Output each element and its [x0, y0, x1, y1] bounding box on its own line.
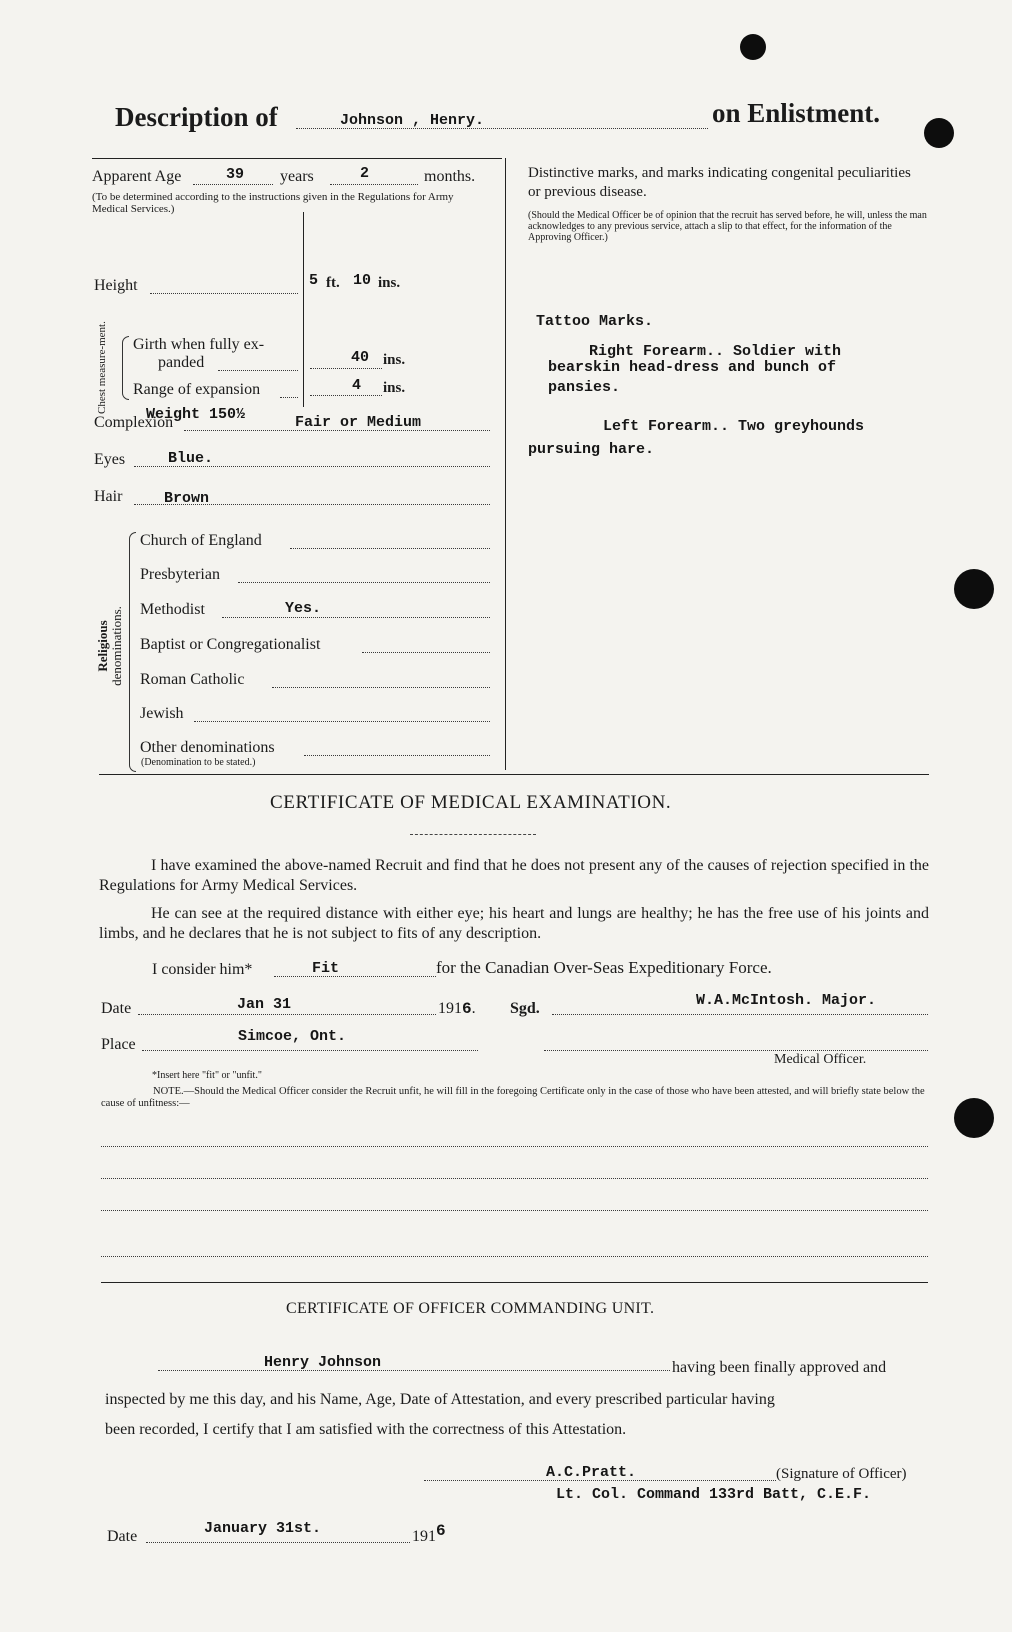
hair-value: Brown [164, 490, 210, 507]
range-label: Range of expansion [133, 381, 261, 398]
religion-label-methodist: Methodist [140, 601, 205, 618]
height-label: Height [94, 277, 138, 294]
religion-line [272, 687, 490, 688]
religion-label-roman-catholic: Roman Catholic [140, 671, 245, 688]
medical-para-1: I have examined the above-named Recruit and find that he does not present any of the causes of rejection specified in the Regulations for Army Medical Services. [99, 857, 929, 894]
value-divider [303, 212, 304, 407]
religion-side-label-1: Religious [95, 620, 110, 672]
range-value-line [310, 395, 382, 396]
commanding-text-3: been recorded, I certify that I am satisfied with the correctness of this Attestation. [105, 1421, 627, 1438]
complexion-value: Fair or Medium [295, 414, 422, 431]
years-label: years [280, 168, 314, 185]
co-year-digit: 6 [436, 1522, 446, 1540]
unfit-cause-line-1 [101, 1146, 928, 1147]
age-years-line [193, 184, 273, 185]
religion-line [304, 755, 490, 756]
top-rule [92, 158, 502, 159]
recruit-name: Johnson , Henry. [340, 112, 485, 129]
religion-label-church-of-england: Church of England [140, 532, 262, 549]
medical-date-value: Jan 31 [237, 996, 292, 1013]
girth-value-line [310, 368, 382, 369]
medical-officer-label: Medical Officer. [774, 1052, 867, 1067]
religion-line [362, 652, 490, 653]
punch-hole [954, 569, 994, 609]
unfit-cause-line-4 [101, 1256, 928, 1257]
tattoo-line-4: pansies. [548, 379, 621, 396]
unfit-cause-line-3 [101, 1210, 928, 1211]
insert-note: *Insert here "fit" or "unfit." [152, 1070, 262, 1081]
religion-label-other: Other denominations [140, 739, 275, 756]
co-rank: Lt. Col. Command 133rd Batt, C.E.F. [556, 1486, 872, 1503]
title-rule [410, 834, 536, 835]
medical-para-2: He can see at the required distance with either eye; his heart and lungs are healthy; he has the free use of his joints and limbs, and he declares that he is not subject to fits of any description. [99, 905, 929, 942]
religion-line [194, 721, 490, 722]
girth-line [218, 370, 298, 371]
signed-label: Sgd. [510, 1000, 540, 1017]
recruit-name-line [158, 1370, 670, 1371]
hair-label: Hair [94, 488, 123, 505]
medical-date-line [138, 1014, 436, 1015]
officer-line [544, 1050, 928, 1051]
range-value: 4 [352, 377, 362, 394]
co-signature: A.C.Pratt. [546, 1464, 637, 1481]
age-months-line [330, 184, 418, 185]
weight-entry: Weight 150½ [146, 406, 246, 423]
commanding-recruit-name: Henry Johnson [264, 1354, 382, 1371]
months-label: months. [424, 168, 476, 185]
medical-officer-signature: W.A.McIntosh. Major. [696, 992, 877, 1009]
religion-label-presbyterian: Presbyterian [140, 566, 220, 583]
eyes-value: Blue. [168, 450, 214, 467]
girth-unit: ins. [383, 352, 406, 368]
girth-value: 40 [351, 349, 370, 366]
height-ins-label: ins. [378, 275, 401, 291]
religion-line [290, 548, 490, 549]
medical-cert-title: CERTIFICATE OF MEDICAL EXAMINATION. [270, 792, 672, 813]
unfit-note: NOTE.—Should the Medical Officer consider the Recruit unfit, he will fill in the foregoing Certificate only in the case of those who have been attested, and will briefly state below the cause of unfitness:— [101, 1086, 925, 1109]
age-months-value: 2 [360, 165, 370, 182]
bottom-rule [99, 774, 929, 775]
co-signature-label: (Signature of Officer) [776, 1466, 907, 1482]
co-year-prefix: 191 [412, 1528, 436, 1545]
age-years-value: 39 [226, 166, 245, 183]
religion-label-jewish: Jewish [140, 705, 184, 722]
height-ft-label: ft. [326, 275, 340, 291]
punch-hole [924, 118, 954, 148]
tattoo-line-1: Tattoo Marks. [536, 313, 654, 330]
height-line [150, 293, 298, 294]
tattoo-line-6: pursuing hare. [528, 441, 655, 458]
co-date-line [146, 1542, 410, 1543]
marks-heading: Distinctive marks, and marks indicating congenital peculiarities or previous disease. [528, 165, 911, 200]
punch-hole [954, 1098, 994, 1138]
range-unit: ins. [383, 380, 406, 396]
commanding-text-2: inspected by me this day, and his Name, Age, Date of Attestation, and every prescribed particular having [105, 1391, 775, 1408]
religion-side-label-2: denominations. [109, 606, 124, 686]
consider-line [274, 976, 436, 977]
religion-bracket [129, 532, 136, 772]
religion-line [238, 582, 490, 583]
marks-note: (Should the Medical Officer be of opinion that the recruit has served before, he will, unless the man acknowledges to any previous service, attach a slip to that effect, for the information of the Approving Officer.) [528, 210, 927, 243]
tattoo-line-5: Left Forearm.. Two greyhounds [603, 418, 865, 435]
girth-label-1: Girth when fully ex- [133, 336, 265, 353]
place-value: Simcoe, Ont. [238, 1028, 347, 1045]
girth-label-2: panded [158, 354, 205, 371]
signature-line [552, 1014, 928, 1015]
place-line [142, 1050, 478, 1051]
medical-year [438, 1000, 476, 1018]
other-denomination-note: (Denomination to be stated.) [141, 757, 256, 768]
tattoo-line-2: Right Forearm.. Soldier with [589, 343, 842, 360]
punch-hole [740, 34, 766, 60]
place-label: Place [101, 1036, 136, 1053]
height-feet: 5 [309, 272, 319, 289]
religion-label-baptist: Baptist or Congregationalist [140, 636, 321, 653]
medical-year-prefix: 191 [438, 1000, 462, 1017]
co-date-label: Date [107, 1528, 138, 1545]
religion-line [222, 617, 490, 618]
eyes-label: Eyes [94, 451, 126, 468]
medical-year-end: . [471, 1000, 476, 1017]
tattoo-line-3: bearskin head-dress and bunch of [548, 359, 837, 376]
religion-value-methodist: Yes. [285, 600, 322, 617]
range-line [280, 397, 298, 398]
section-rule [101, 1282, 928, 1283]
age-note: (To be determined according to the instructions given in the Regulations for Army Medical Services.) [92, 191, 454, 215]
form-title-prefix: Description of [115, 102, 278, 132]
medical-year-digit: 6 [462, 1000, 472, 1018]
co-date-value: January 31st. [204, 1520, 322, 1537]
fitness-value: Fit [312, 960, 340, 977]
medical-date-label: Date [101, 1000, 132, 1017]
column-divider [505, 158, 506, 770]
consider-prefix: I consider him* [152, 961, 253, 978]
religion-side-label [96, 576, 124, 716]
chest-bracket [122, 336, 129, 400]
unfit-cause-line-2 [101, 1178, 928, 1179]
commanding-cert-title: CERTIFICATE OF OFFICER COMMANDING UNIT. [286, 1300, 655, 1317]
form-title-suffix: on Enlistment. [712, 98, 881, 128]
chest-side-label: Chest measure-ment. [96, 321, 108, 414]
commanding-text-1: having been finally approved and [672, 1359, 887, 1376]
height-inches: 10 [353, 272, 372, 289]
consider-suffix: for the Canadian Over-Seas Expeditionary Force. [436, 958, 772, 977]
complexion-label: Complexion [94, 414, 174, 431]
age-label: Apparent Age [92, 168, 182, 185]
co-year [412, 1522, 446, 1546]
